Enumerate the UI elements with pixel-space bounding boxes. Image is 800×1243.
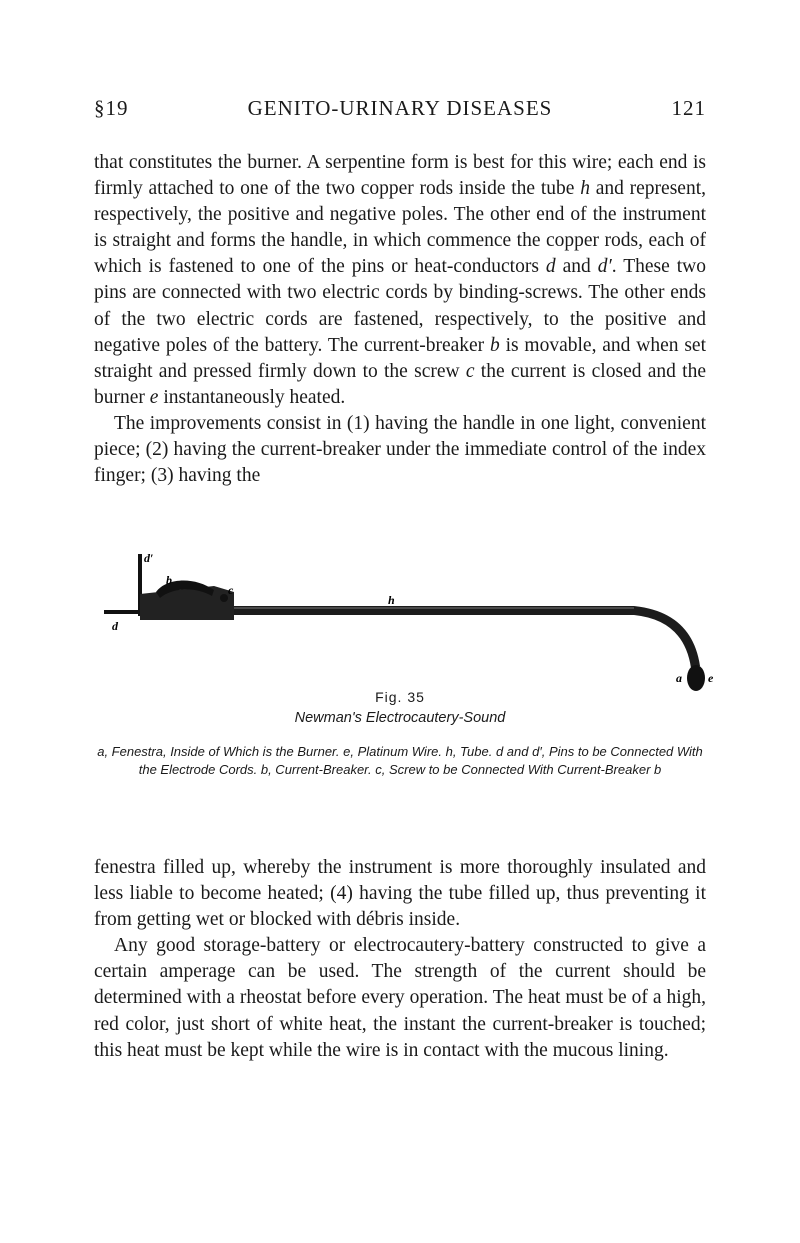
figure-label: Fig. 35 bbox=[375, 689, 425, 705]
burner bbox=[687, 665, 705, 691]
running-head bbox=[94, 96, 706, 126]
label-h: h bbox=[388, 593, 395, 607]
label-d-prime: d′ bbox=[144, 551, 154, 565]
pin-d bbox=[104, 610, 146, 614]
page-title: GENITO-URINARY DISEASES bbox=[247, 96, 553, 120]
section-number: §19 bbox=[94, 96, 129, 120]
label-e: e bbox=[708, 671, 714, 685]
body-paragraph-3 bbox=[94, 855, 706, 1064]
tube-curve bbox=[634, 606, 700, 668]
body-paragraph-4: Any good storage-battery or electrocautery-battery constructed to give a certain amperage can be used. The strength of the current should be determined with a rheostat before every operation. The heat must be of a high, red color, just short of white heat, the instant the current-breaker is touched; this heat must be kept while the wire is in contact with the mucous lining. bbox=[94, 935, 706, 1061]
figure-legend: a, Fenestra, Inside of Which is the Burner. e, Platinum Wire. h, Tube. d and d′, Pins to be Connected With the Electrode Cords. b, Current-Breaker. c, Screw to be Connected With Current-Breaker b bbox=[97, 744, 703, 777]
label-d: d bbox=[112, 619, 118, 633]
tube bbox=[234, 606, 634, 615]
figure-title: Newman's Electrocautery-Sound bbox=[294, 710, 506, 726]
label-b: b bbox=[166, 573, 172, 587]
body-paragraph-3-text: fenestra filled up, whereby the instrument is more thoroughly insulated and less liable to become heated; (4) having the tube filled up, thus preventing it from getting wet or blocked with débris inside. bbox=[94, 857, 706, 931]
screw bbox=[220, 594, 228, 602]
electrocautery-sound-figure bbox=[94, 546, 714, 696]
label-a: a bbox=[676, 671, 682, 685]
body-paragraph-2: The improvements consist in (1) having the handle in one light, convenient piece; (2) having the current-breaker under the immediate control of the index finger; (3) having the bbox=[94, 412, 706, 487]
handle bbox=[140, 586, 234, 620]
body-paragraph-1: that constitutes the burner. A serpentine form is best for this wire; each end is firmly attached to one of the two copper rods inside the tube h and represent, respectively, the positive and negative poles. The other end of the instrument is straight and forms the handle, in which commence the copper rods, each of which is fastened to one of the pins or heat-conductors d and d′. These two pins are connected with two electric cords by binding-screws. The other ends of the two electric cords are fastened, respectively, to the positive and negative poles of the battery. The current-breaker b is movable, and when set straight and pressed firmly down to the screw c the current is closed and the burner e instantaneously heated. The improvements consist in (1) having the handle in one light, convenient piece; (2) having the current-breaker under the immediate control of the index finger; (3) having the bbox=[94, 150, 706, 489]
label-c: c bbox=[228, 583, 234, 597]
page-number: 121 bbox=[671, 96, 706, 120]
